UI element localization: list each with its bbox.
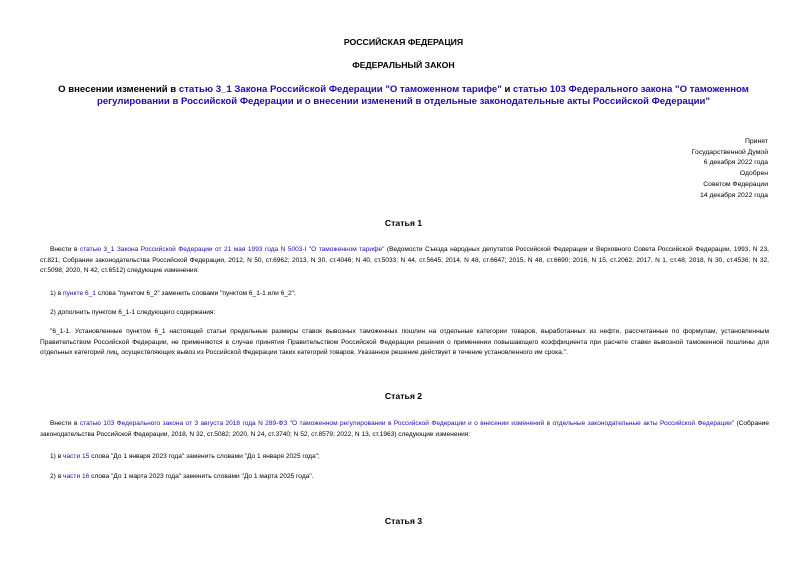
article2-item1-text: слова "До 1 января 2023 года" заменить словами "До 1 января 2025 года";: [89, 453, 320, 460]
article2-item1-link[interactable]: части 15: [63, 453, 90, 460]
article1-quote: "6_1-1. Установленные пунктом 6_1 настоящей статьи предельные размеры ставок вывозных таможенных пошлин на отдельные категории товаров, выработанных из нефти, рассчитанные по формулам, установленным Правительством Российской Федерации, не применяются в случае принятия Правительством Российской Федерации решения о применении повышающего коэффициента при расчете ставки вывозной таможенной пошлины для отдельных категорий лиц, осуществляющих вывоз из Российской Федерации таких категорий товаров. Указанное решение действует в течение установленного им срока.".: [40, 328, 769, 357]
adoption-line: Государственной Думой: [691, 148, 768, 156]
article1-heading: Статья 1: [384, 218, 423, 228]
article1-item1-text: слова "пунктом 6_2" заменить словами "пунктом 6_1-1 или 6_2";: [95, 290, 296, 297]
law-type-heading: ФЕДЕРАЛЬНЫЙ ЗАКОН: [352, 60, 455, 70]
title-link-law-customs-tariff[interactable]: статью 3_1 Закона Российской Федерации "О таможенном тарифе": [178, 84, 502, 95]
article2-intro-link[interactable]: статью 103 Федерального закона от 3 августа 2018 года N 289-ФЗ "О таможенном регулировании в Российской Федерации и о внесении изменений в отдельные законодательные акты Российской Федерации": [79, 420, 735, 427]
adoption-line: Принят: [744, 138, 768, 145]
adoption-line: 6 декабря 2022 года: [703, 159, 768, 167]
article1-intro-text: (Ведомости Съезда народных депутатов Российской Федерации и Верховного Совета Российской Федерации, 1993, N 23, ст.821; Собрание законодательства Российской Федерации, 2012, N 50, ст.6962; 2013, N 30, ст.4046; N 40, ст.5033; N 44, ст.5645; 2014, N 48, ст.6647; 2015, N 48, ст.6690; 2016, N 15, ст.2062; 2017, N 1, ст.48; 2018, N 30, ст.4536; N 32, ст.5098; 2020, N 42, ст.6512) следующие изменения:: [40, 246, 770, 275]
article2-item2-text: слова "До 1 марта 2023 года" заменить словами "До 1 марта 2025 года".: [89, 473, 314, 480]
article1-item1-link[interactable]: пункте 6_1: [63, 290, 96, 297]
article2-item2-text: 2) в: [50, 473, 64, 480]
article1-item2: 2) дополнить пунктом 6_1-1 следующего содержания:: [50, 309, 216, 316]
adoption-line: Советом Федерации: [703, 180, 768, 188]
document-title: [38, 84, 769, 108]
article1-item1-text: 1) в: [50, 290, 64, 297]
article2-intro: [40, 419, 769, 440]
title-text: О внесении изменений в: [58, 84, 179, 95]
article2-item1: [50, 452, 769, 463]
article1-intro-text: Внести в: [50, 246, 80, 253]
article1-item1: [50, 289, 769, 300]
article3-heading: Статья 3: [384, 516, 423, 526]
title-link-federal-law-customs-regulation[interactable]: статью 103 Федерального закона "О таможенном регулировании в Российской Федерации и о внесении изменений в отдельные законодательные акты Российской Федерации": [96, 84, 749, 107]
article2-heading: Статья 2: [384, 391, 423, 401]
adoption-block: [560, 137, 768, 201]
article1-intro-link[interactable]: статью 3_1 Закона Российской Федерации от 21 мая 1993 года N 5003-I "О таможенном тарифе": [79, 246, 385, 253]
article2-item1-text: 1) в: [50, 453, 64, 460]
article1-intro: [40, 245, 769, 277]
article2-intro-text: Внести в: [50, 420, 80, 427]
title-text: и: [501, 84, 514, 95]
article2-intro-text: (Собрание законодательства Российской Федерации, 2018, N 32, ст.5082; 2020, N 24, ст.3740; N 52, ст.8579; 2022, N 13, ст.1963) следующие изменения:: [40, 420, 769, 438]
article2-item2-link[interactable]: части 16: [63, 473, 90, 480]
article2-item2: [50, 472, 769, 483]
adoption-line: Одобрен: [739, 170, 768, 178]
adoption-line: 14 декабря 2022 года: [700, 191, 768, 199]
country-heading: РОССИЙСКАЯ ФЕДЕРАЦИЯ: [343, 37, 464, 47]
